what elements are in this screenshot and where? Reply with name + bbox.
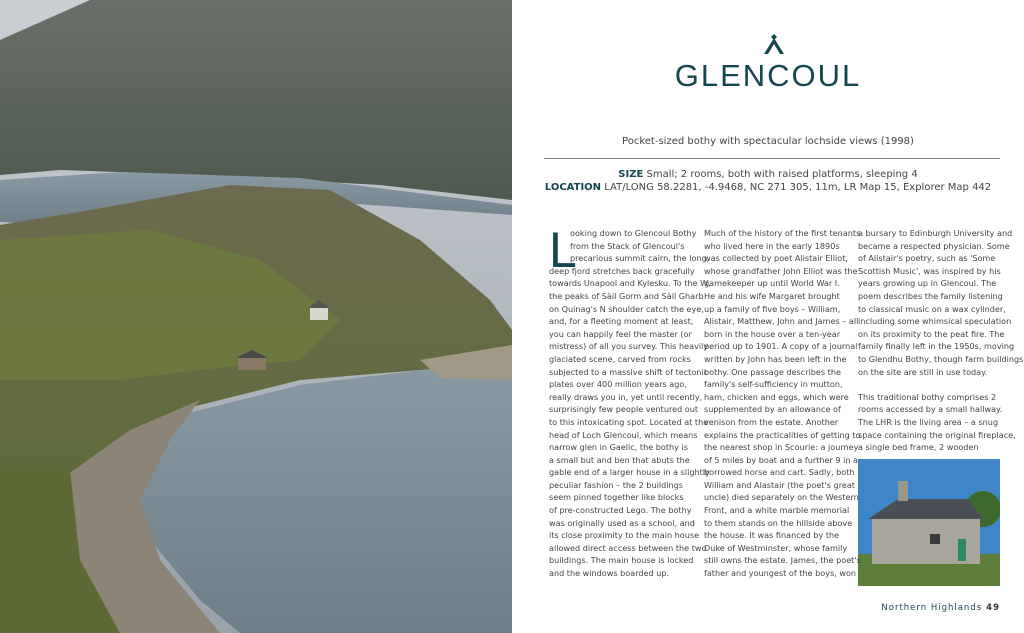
text-line: really draws you in, yet until recently, [549, 391, 703, 402]
text-line: Scottish Music', was inspired by his [858, 265, 1001, 276]
text-line: written by John has been left in the [704, 353, 847, 364]
text-line: of Alistair's poetry, such as 'Some [858, 253, 996, 264]
text-line: allowed direct access between the two [549, 542, 707, 553]
text-line: Front, and a white marble memorial [704, 505, 850, 516]
section-name: Northern Highlands [881, 603, 983, 613]
text-line: Duke of Westminster, whose family [704, 542, 848, 553]
page-footer [881, 603, 1000, 613]
text-line: gable end of a larger house in a slightly [549, 467, 710, 478]
page-title: GLENCOUL [674, 58, 862, 93]
text-line: a bursary to Edinburgh University and [858, 228, 1013, 238]
text-line: on its proximity to the peat fire. The [858, 328, 1005, 339]
size-line [512, 169, 1024, 180]
page-number: 49 [986, 603, 1000, 613]
text-line: the house. It was financed by the [704, 530, 840, 541]
text-line: and the windows boarded up. [549, 568, 670, 579]
text-line: gamekeeper up until World War I. [704, 278, 840, 289]
text-line: including some whimsical speculation [858, 316, 1012, 327]
text-line: mistress) of all you survey. This heavily [549, 341, 709, 352]
text-line: became a respected physician. Some [858, 240, 1010, 251]
text-line: was originally used as a school, and [549, 517, 695, 528]
bothy-photo [858, 459, 1000, 586]
text-line: surprisingly few people ventured out [549, 404, 699, 415]
column-1 [549, 222, 711, 580]
text-line: to this intoxicating spot. Located at the [549, 416, 709, 427]
text-line: peculiar fashion – the 2 buildings [549, 479, 683, 490]
text-line: of pre-constructed Lego. The bothy [549, 505, 692, 516]
text-line: bothy. One passage describes the [704, 366, 841, 377]
text-line: and, for a fleeting moment at least, [549, 316, 694, 327]
text-line: narrow glen in Gaelic, the bothy is [549, 442, 688, 453]
text-line: Alistair, Matthew, John and James – all [704, 316, 859, 327]
text-line: up a family of five boys – William, [704, 303, 841, 314]
text-line: years growing up in Glencoul. The [858, 278, 997, 289]
text-line: who lived here in the early 1890s [704, 240, 840, 251]
text-line: Much of the history of the first tenants [704, 228, 861, 238]
text-line: borrowed horse and cart. Sadly, both [704, 467, 855, 478]
text-line: uncle) died separately on the Western [704, 492, 859, 503]
subtitle: Pocket-sized bothy with spectacular lochside views (1998) [622, 136, 914, 147]
text-line: ooking down to Glencoul Bothy [570, 228, 697, 238]
text-line: its close proximity to the main house [549, 530, 700, 541]
text-line: ham, chicken and eggs, which were [704, 391, 849, 402]
column-2 [704, 227, 861, 580]
text-line: precarious summit cairn, the long, [570, 253, 710, 264]
text-line: glaciated scene, carved from rocks [549, 353, 691, 364]
text-line: This traditional bothy comprises 2 [858, 391, 997, 402]
text-line: supplemented by an allowance of [704, 404, 841, 415]
text-line: The LHR is the living area – a snug [858, 416, 999, 427]
text-line: whose grandfather John Elliot was the [704, 265, 858, 276]
text-line: the peaks of Sàil Gorm and Sàil Gharb [549, 290, 704, 301]
text-line [858, 378, 1023, 391]
size-label: SIZE [618, 169, 644, 180]
text-line: period up to 1901. A copy of a journal [704, 341, 858, 352]
text-line: He and his wife Margaret brought [704, 290, 840, 301]
text-line: venison from the estate. Another [704, 416, 839, 427]
divider [544, 158, 1000, 159]
text-line: explains the practicalities of getting to [704, 429, 861, 440]
text-line: born in the house over a ten-year [704, 328, 841, 339]
text-line: plates over 400 million years ago, [549, 379, 687, 390]
text-line: to classical music on a wax cylinder, [858, 303, 1006, 314]
text-line: from the Stack of Glencoul's [570, 240, 685, 251]
text-line: towards Unapool and Kylesku. To the W, [549, 278, 711, 289]
text-line: still owns the estate. James, the poet's [704, 555, 861, 566]
text-line: the nearest shop in Scourie: a journey [704, 442, 859, 453]
text-line: family's self-sufficiency in mutton, [704, 379, 843, 390]
text-line: seem pinned together like blocks [549, 492, 684, 503]
text-line: on the site are still in use today. [858, 366, 988, 377]
location-value: LAT/LONG 58.2281, -4.9468, NC 271 305, 11m, LR Map 15, Explorer Map 442 [604, 182, 992, 193]
text-line: to them stands on the hillside above [704, 517, 853, 528]
text-line: rooms accessed by a small hallway. [858, 404, 1003, 415]
text-line: buildings. The main house is locked [549, 555, 694, 566]
text-line: head of Loch Glencoul, which means [549, 429, 698, 440]
text-line: a single bed frame, 2 wooden [858, 442, 979, 453]
column-3 [858, 227, 1023, 454]
text-line: you can happily feel the master (or [549, 328, 692, 339]
size-value: Small; 2 rooms, both with raised platforms, sleeping 4 [646, 169, 918, 180]
location-line [512, 182, 1024, 193]
text-line: of 5 miles by boat and a further 9 in a [704, 454, 858, 465]
drop-cap: L [549, 222, 577, 278]
text-line: was collected by poet Alistair Elliot, [704, 253, 848, 264]
text-line: William and Alastair (the poet's great [704, 479, 855, 490]
text-line: father and youngest of the boys, won [704, 568, 857, 579]
text-line: on Quinag's N shoulder catch the eye, [549, 303, 704, 314]
text-line: a small but and ben that abuts the [549, 454, 690, 465]
text-line: deep fjord stretches back gracefully [549, 265, 695, 276]
text-line: to Glendhu Bothy, though farm buildings [858, 353, 1024, 364]
text-line: family finally left in the 1950s, moving [858, 341, 1015, 352]
text-line: poem describes the family listening [858, 290, 1003, 301]
mountain-roof-icon [762, 34, 786, 56]
location-label: LOCATION [544, 182, 602, 193]
text-line: space containing the original fireplace, [858, 429, 1016, 440]
text-line: subjected to a massive shift of tectonic [549, 366, 709, 377]
